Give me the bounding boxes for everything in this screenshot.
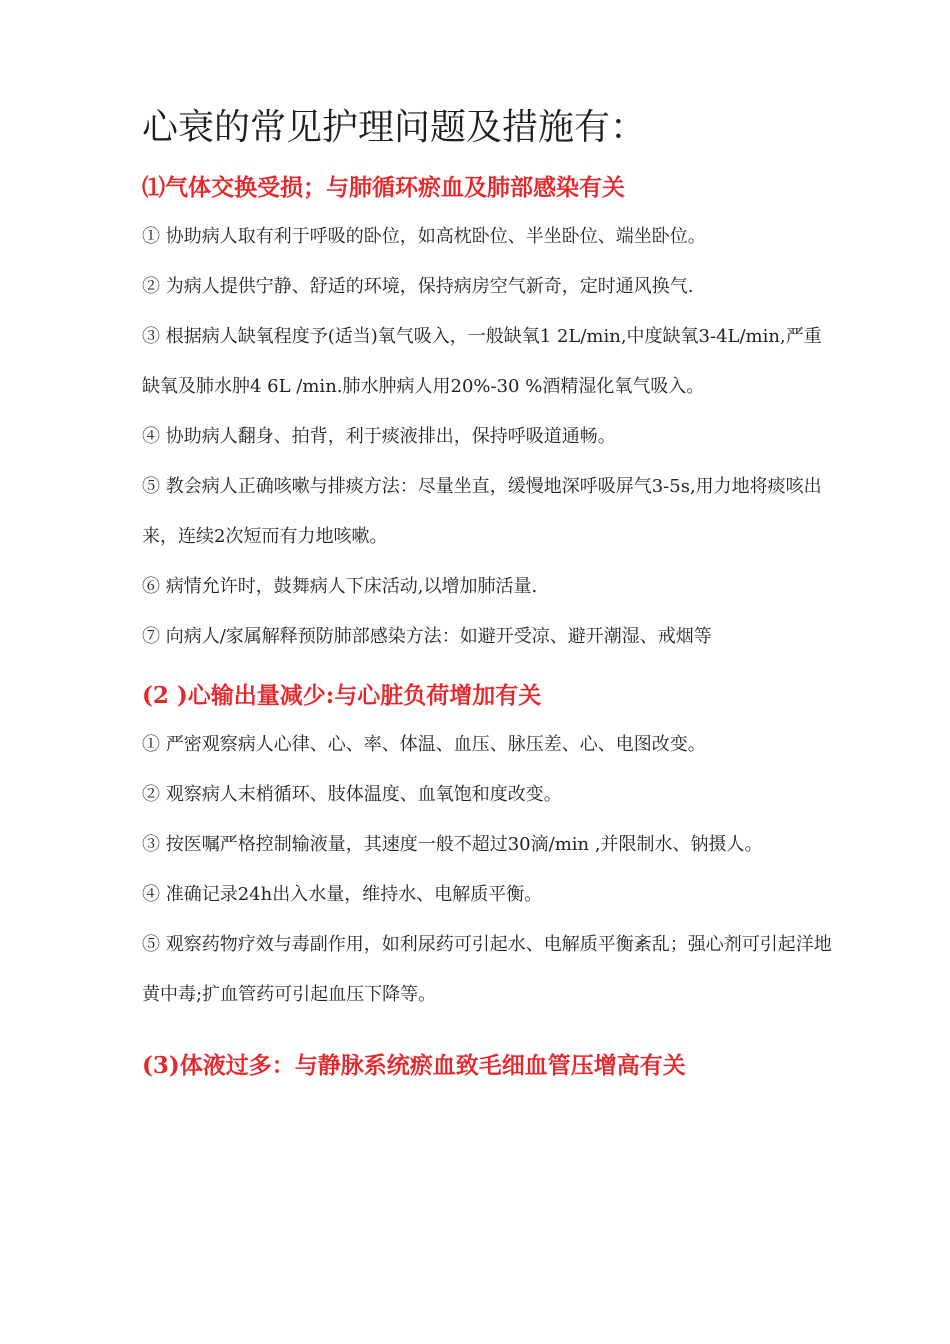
list-item: ③ 根据病人缺氧程度予(适当)氧气吸入，一般缺氧1 2L/min,中度缺氧3-4L/min,严重缺氧及肺水肿4 6L /min.肺水肿病人用20%-30 %酒精湿化氧气吸入。	[142, 326, 822, 397]
list-item: ② 观察病人末梢循环、肢体温度、血氧饱和度改变。	[142, 784, 562, 805]
list-item: ④ 协助病人翻身、拍背，利于痰液排出，保持呼吸道通畅。	[142, 426, 616, 447]
section-heading: ⑴气体交换受损；与肺循环瘀血及肺部感染有关	[142, 174, 625, 201]
section-fluid-excess	[142, 1042, 832, 1090]
section-gas-exchange	[142, 164, 832, 662]
document-page	[142, 96, 832, 1090]
list-item: ⑥ 病情允许时，鼓舞病人下床活动,以增加肺活量.	[142, 576, 538, 597]
list-item: ⑤ 观察药物疗效与毒副作用，如利尿药可引起水、电解质平衡紊乱；强心剂可引起洋地黄中毒;扩血管药可引起血压下降等。	[142, 934, 832, 1005]
list-item: ⑤ 教会病人正确咳嗽与排痰方法：尽量坐直，缓慢地深呼吸屏气3-5s,用力地将痰咳出来，连续2次短而有力地咳嗽。	[142, 476, 822, 547]
section-heading: (3)体液过多：与静脉系统瘀血致毛细血管压增高有关	[142, 1052, 686, 1079]
list-item: ① 严密观察病人心律、心、率、体温、血压、脉压差、心、电图改变。	[142, 734, 706, 755]
list-item: ② 为病人提供宁静、舒适的环境，保持病房空气新奇，定时通风换气.	[142, 276, 694, 297]
section-heading: (2 )心输出量减少:与心脏负荷增加有关	[142, 682, 542, 709]
list-item: ⑦ 向病人/家属解释预防肺部感染方法：如避开受凉、避开潮湿、戒烟等	[142, 626, 712, 647]
list-item: ③ 按医嘱严格控制输液量，其速度一般不超过30滴/min ,并限制水、钠摄人。	[142, 834, 763, 855]
list-item: ④ 准确记录24h出入水量，维持水、电解质平衡。	[142, 884, 543, 905]
page-title: 心衰的常见护理问题及措施有：	[142, 107, 647, 148]
list-item: ① 协助病人取有利于呼吸的卧位，如高枕卧位、半坐卧位、端坐卧位。	[142, 226, 706, 247]
section-cardiac-output	[142, 672, 832, 1020]
